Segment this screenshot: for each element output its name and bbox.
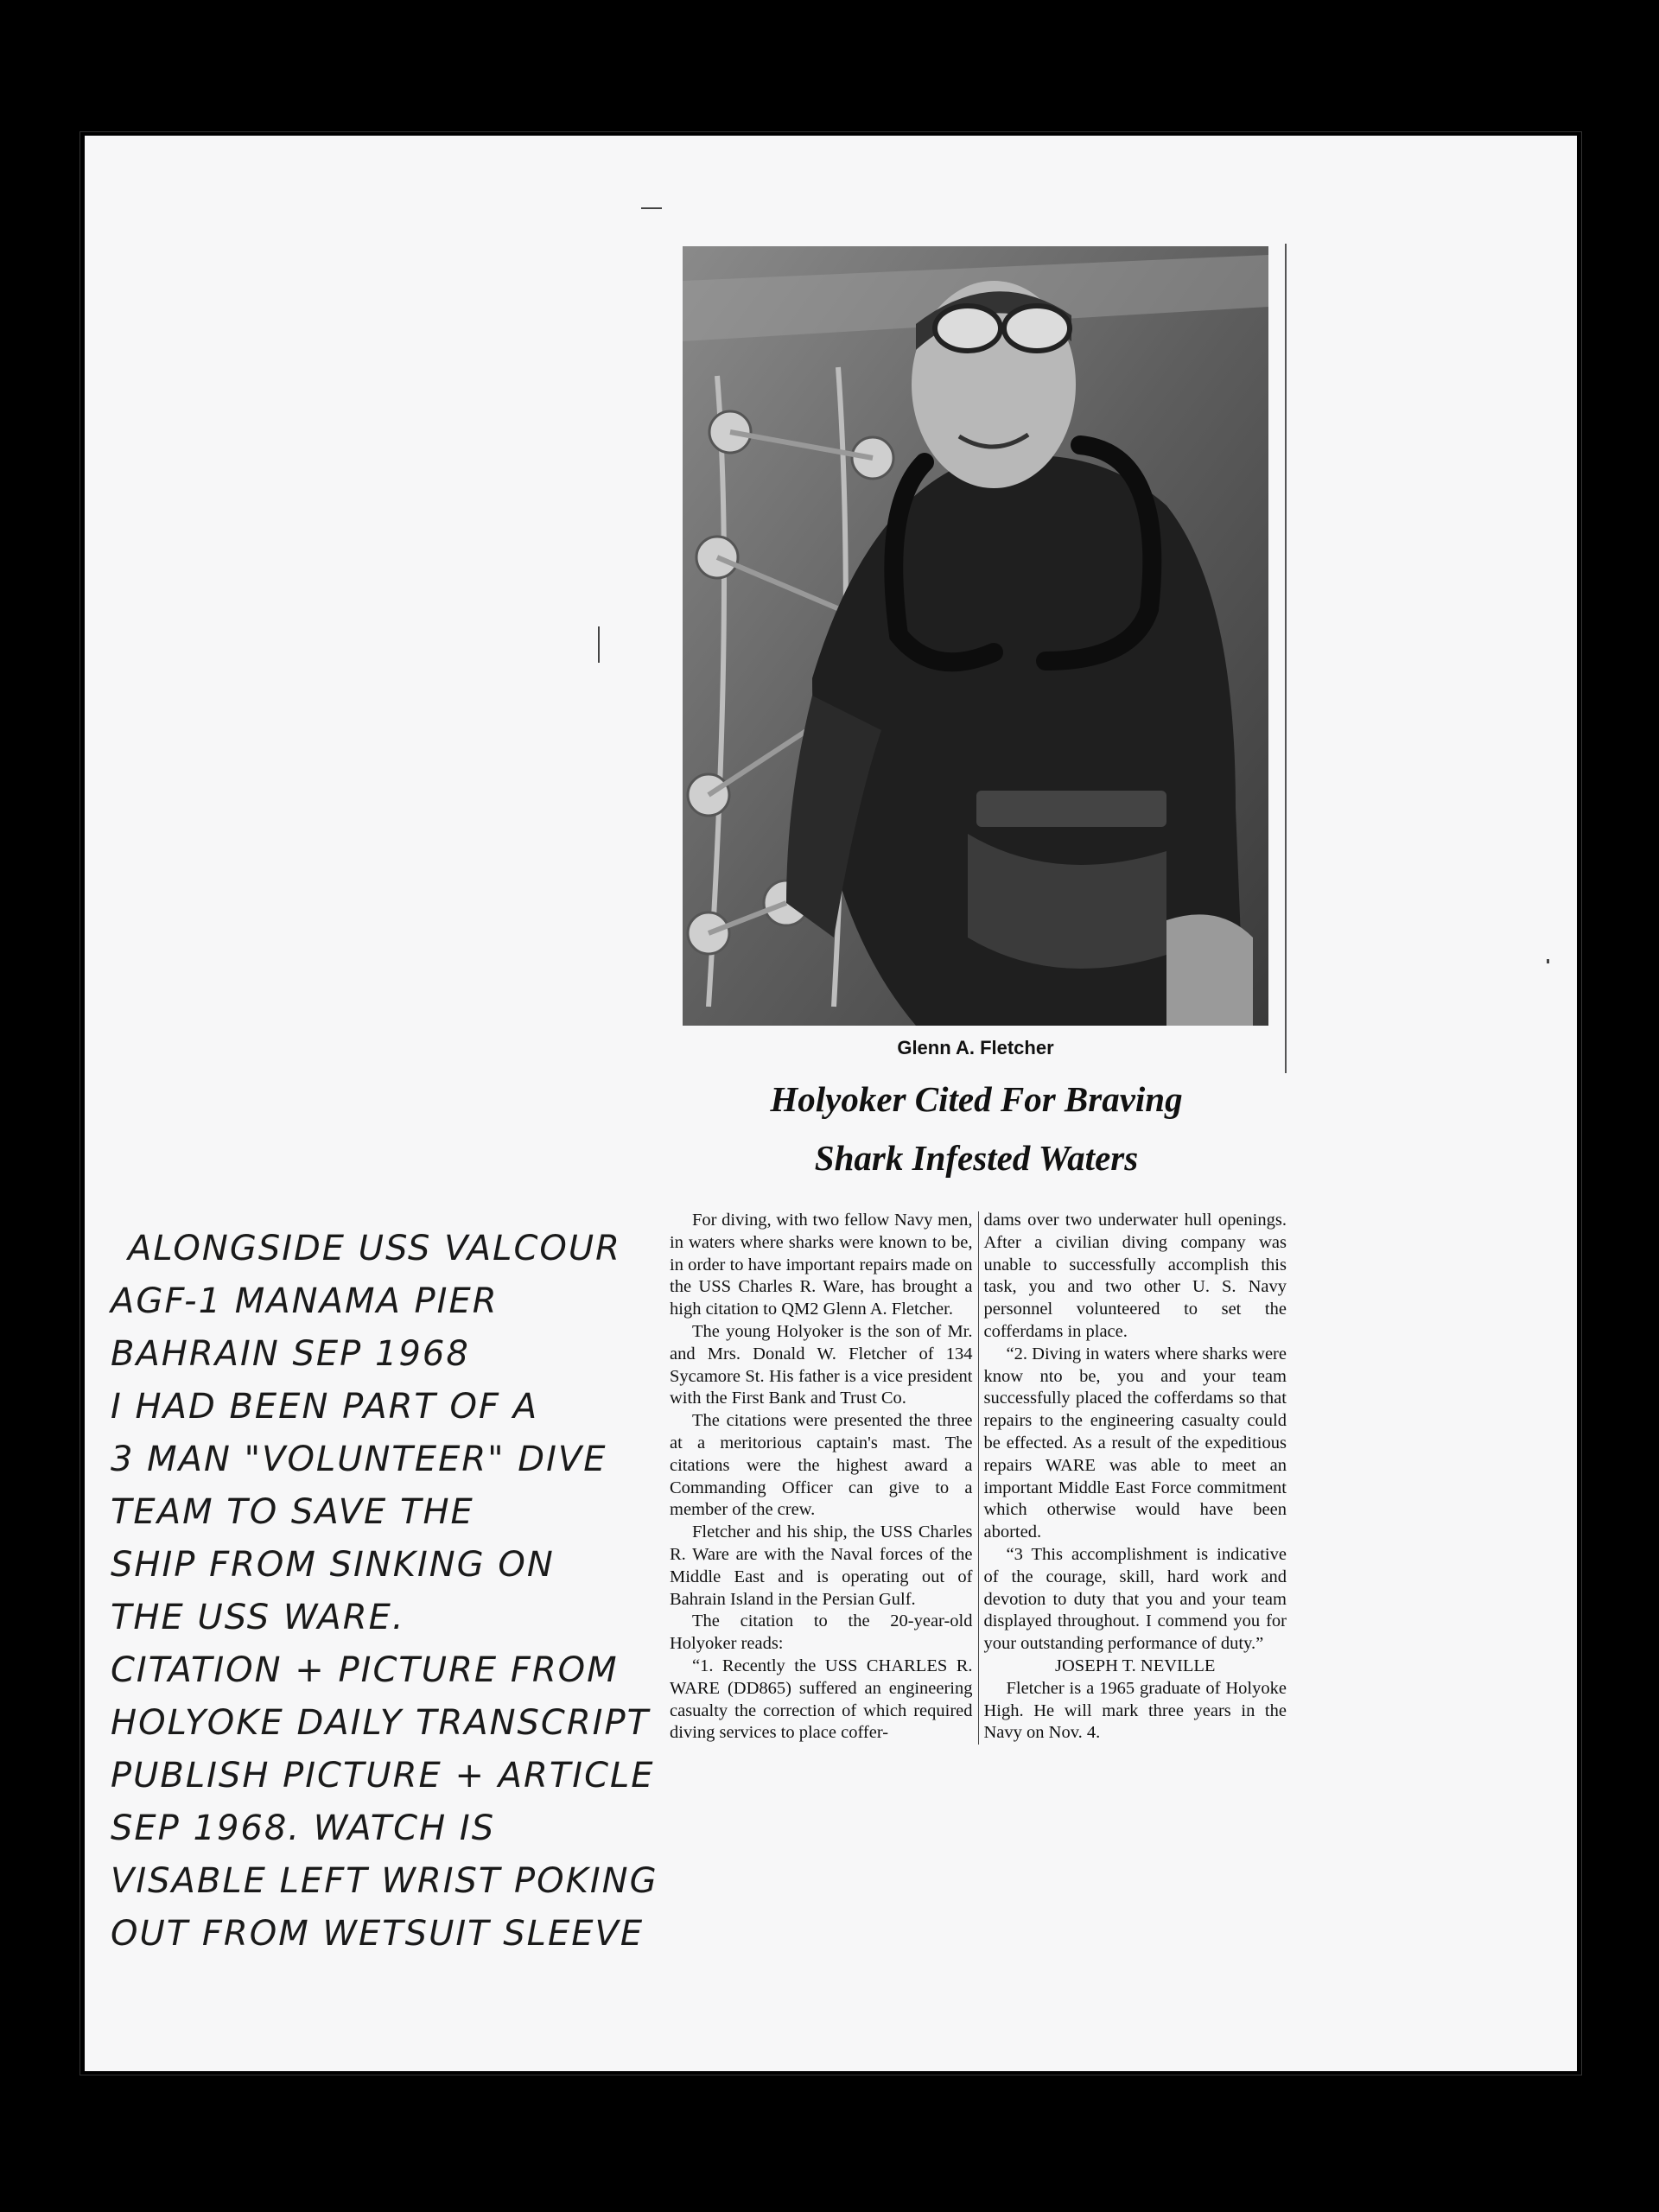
note-line: SHIP FROM SINKING ON [111, 1545, 555, 1585]
note-line: PUBLISH PICTURE + ARTICLE [111, 1756, 655, 1796]
note-line: HOLYOKE DAILY TRANSCRIPT [111, 1703, 650, 1743]
scan-mark [598, 626, 600, 663]
note-line: BAHRAIN SEP 1968 [111, 1334, 470, 1374]
paragraph: The young Holyoker is the son of Mr. and Mrs. Donald W. Fletcher of 134 Sycamore St. His father is a vice president with the First Bank and Trust Co. [670, 1321, 973, 1408]
column-divider [978, 1211, 979, 1745]
column-rule [1285, 244, 1287, 1073]
diver-photo [683, 246, 1268, 1026]
scan-mark [641, 207, 662, 209]
handwritten-note [111, 1223, 698, 1961]
headline-line: Holyoker Cited For Braving [770, 1079, 1183, 1119]
paragraph: “1. Recently the USS CHARLES R. WARE (DD865) suffered an engineering casualty the correction of which required diving services to place coffer- [670, 1656, 973, 1743]
article-column-1 [670, 1210, 973, 1745]
article-body [670, 1210, 1287, 1745]
note-line: TEAM TO SAVE THE [111, 1492, 474, 1532]
note-line: AGF-1 MANAMA PIER [111, 1281, 499, 1321]
paragraph: “3 This accomplishment is indicative of the courage, skill, hard work and devotion to duty that you and your team displayed throughout. I commend you for your outstanding performance of duty.” [983, 1544, 1287, 1654]
paragraph: Fletcher is a 1965 graduate of Holyoke High. He will mark three years in the Navy on Nov. 4. [983, 1678, 1287, 1743]
paragraph: “2. Diving in waters where sharks were know nto be, you and your team successfully placed the cofferdams so that repairs to the engineering casualty could be effected. As a result of the expeditious repairs WARE was able to meet an important Middle East Force commitment which otherwise would have been aborted. [983, 1344, 1287, 1542]
note-line: ALONGSIDE USS VALCOUR [128, 1229, 621, 1268]
photo-caption: Glenn A. Fletcher [897, 1037, 1054, 1058]
headline-line: Shark Infested Waters [814, 1138, 1139, 1178]
note-line: SEP 1968. WATCH IS [111, 1808, 496, 1848]
note-line: THE USS WARE. [111, 1598, 405, 1637]
scan-mark [1547, 959, 1549, 963]
note-line: I HAD BEEN PART OF A [111, 1387, 539, 1427]
note-line: OUT FROM WETSUIT SLEEVE [111, 1914, 645, 1954]
paragraph: For diving, with two fellow Navy men, in waters where sharks were known to be, in order to have important repairs made on the USS Charles R. Ware, has brought a high citation to QM2 Glenn A. Fletcher. [670, 1211, 973, 1319]
paragraph: The citations were presented the three at a meritorious captain's mast. The citations were the highest award a Commanding Officer can give to a member of the crew. [670, 1411, 973, 1520]
note-line: CITATION + PICTURE FROM [111, 1650, 619, 1690]
article-column-2 [983, 1210, 1287, 1745]
paragraph: Fletcher and his ship, the USS Charles R. Ware are with the Naval forces of the Middle East and is operating out of Bahrain Island in the Persian Gulf. [670, 1522, 973, 1609]
signature: JOSEPH T. NEVILLE [1055, 1656, 1216, 1675]
note-line: 3 MAN "VOLUNTEER" DIVE [111, 1440, 607, 1479]
paragraph: The citation to the 20-year-old Holyoker reads: [670, 1611, 973, 1654]
paragraph: dams over two underwater hull openings. After a civilian diving company was unable to successfully accomplish this task, you and two other U. S. Navy personnel volunteered to set the cofferdams in place. [983, 1211, 1287, 1341]
headline [665, 1070, 1287, 1187]
note-line: VISABLE LEFT WRIST POKING [111, 1861, 658, 1901]
